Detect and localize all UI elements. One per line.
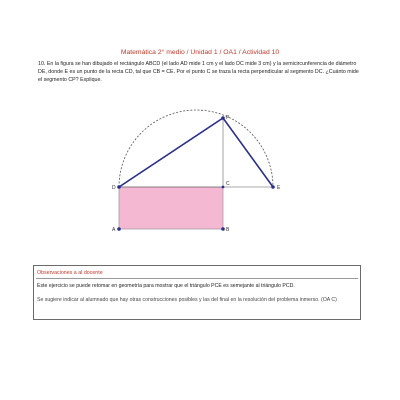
point-a [117,227,121,231]
teacher-notes-paragraph-1: Este ejercicio se puede retomar en geometría para mostrar que el triángulo PCE es semejante al triángulo PCD. [37,283,295,289]
label-e: E [277,185,281,191]
point-p [221,116,225,120]
point-c [222,186,225,189]
segment-dp [119,118,223,187]
label-d: D [112,185,116,191]
label-b: B [226,227,230,233]
label-c: C [226,181,230,187]
label-p: P [226,115,230,121]
label-a: A [112,227,116,233]
teacher-notes-title: Observaciones a al docente [37,270,103,276]
problem-statement: 10. En la figura se han dibujado el rectángulo ABCD (el lado AD mide 1 cm y el lado DC mide 3 cm) y la semicircunferencia de diámetro DE, donde E es un punto de la recta CD, tal que CB = CE. Por el punto C se traza la recta perpendicular al segmento DC. ¿Cuánto mide el segmento CP? Explique. [38,61,359,83]
rectangle-abcd [119,187,223,229]
teacher-notes-box [33,265,361,320]
activity-title: Matemática 2° medio / Unidad 1 / OA1 / Actividad 10 [120,49,280,56]
teacher-notes-paragraph-2: Se sugiere indicar al alumnado que hay otras construcciones posibles y las del final en la resolución del problema inmerso. (OA C) [37,297,337,303]
point-e [271,185,275,189]
point-d [117,185,121,189]
segment-pe [223,118,273,187]
semicircle-de [119,110,273,187]
teacher-notes-divider [36,278,358,279]
point-b [221,227,225,231]
